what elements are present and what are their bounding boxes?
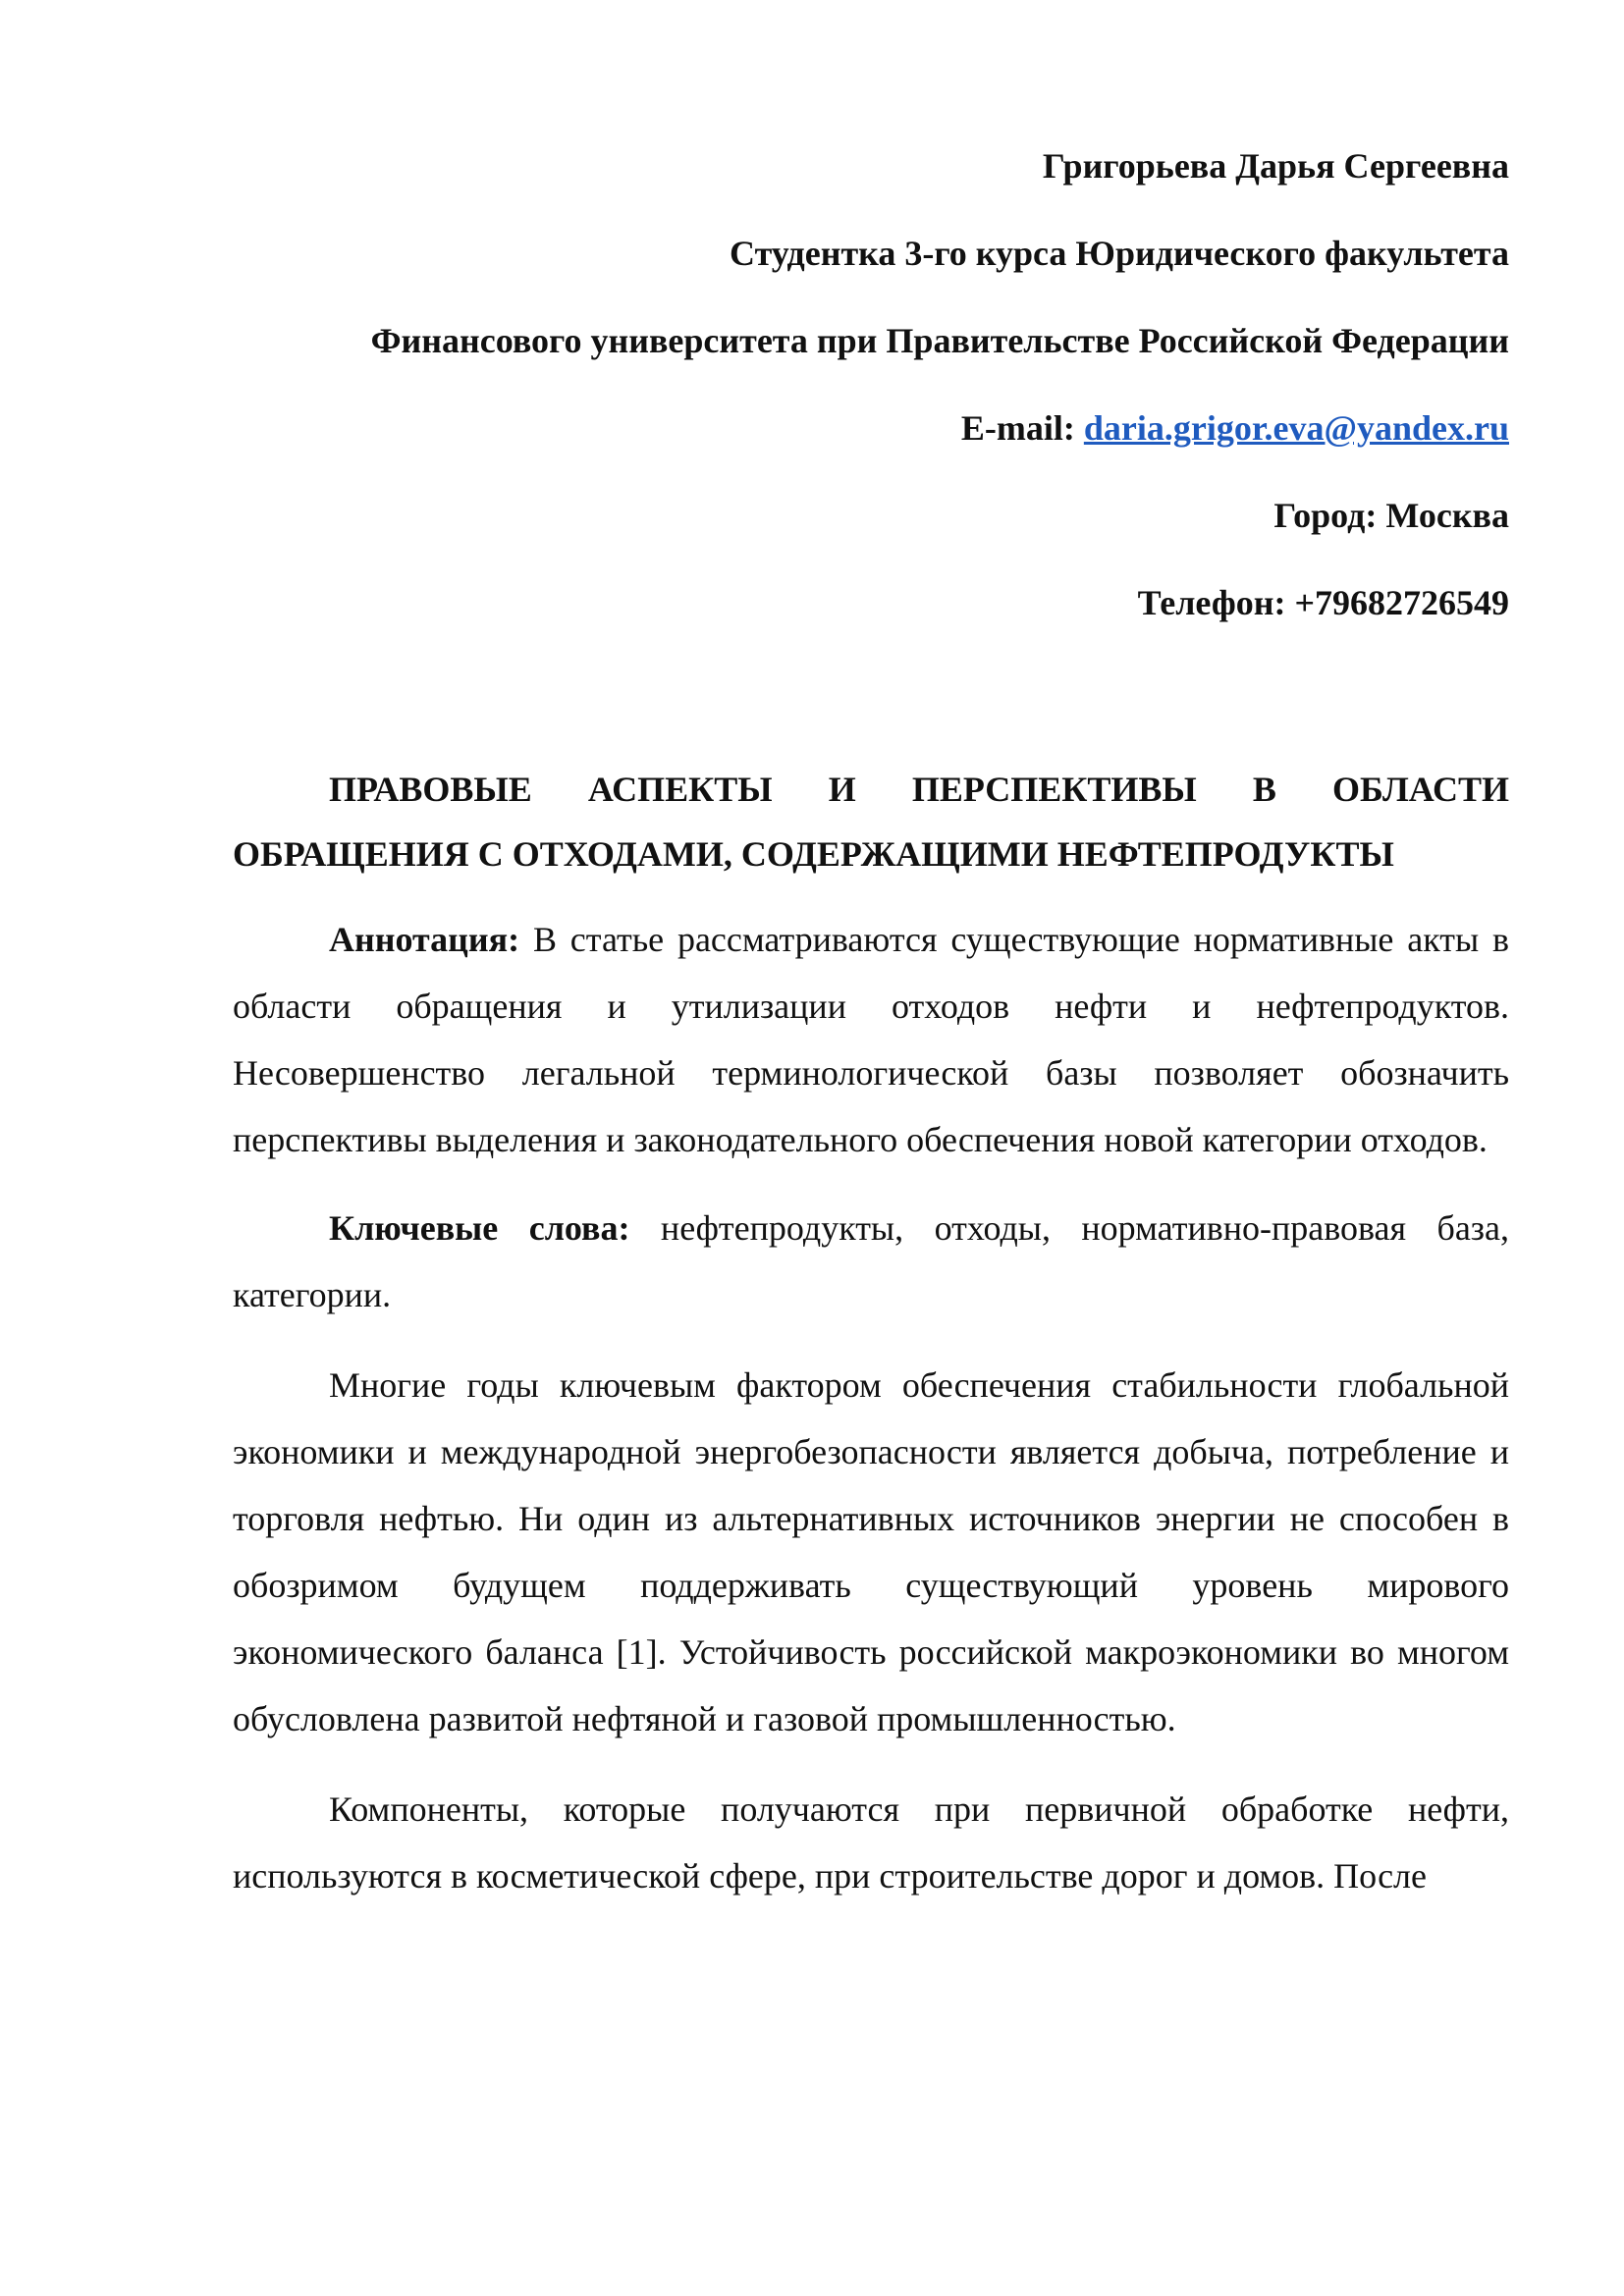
body-paragraph-2: Компоненты, которые получаются при первичной обработке нефти, используются в косметической сфере, при строительстве дорог и домов. После: [233, 1789, 1509, 1896]
email-link[interactable]: daria.grigor.eva@yandex.ru: [1083, 408, 1509, 448]
author-email-line: [233, 401, 1509, 454]
body-paragraph-1: Многие годы ключевым фактором обеспечения стабильности глобальной экономики и международной энергобезопасности является добыча, потребление и торговля нефтью. Ни один из альтернативных источников энергии не способен в обозримом будущем поддерживать существующий уровень мирового экономического баланса [1]. Устойчивость российской макроэкономики во многом обусловлена развитой нефтяной и газовой промышленностью.: [233, 1365, 1509, 1738]
author-university: Финансового университета при Правительстве Российской Федерации: [370, 321, 1509, 360]
title-line-1: ПРАВОВЫЕ АСПЕКТЫ И ПЕРСПЕКТИВЫ В ОБЛАСТИ: [329, 770, 1509, 809]
author-name: Григорьева Дарья Сергеевна: [1042, 146, 1509, 186]
keywords-text: нефтепродукты, отходы, нормативно-правовая база, категории.: [233, 1208, 1509, 1314]
abstract-paragraph: [233, 906, 1509, 1173]
document-page: [233, 139, 1509, 1909]
abstract-label: Аннотация:: [329, 920, 520, 959]
email-label: E-mail:: [960, 408, 1075, 448]
author-phone: Телефон: +79682726549: [1137, 583, 1509, 622]
title-line-2: ОБРАЩЕНИЯ С ОТХОДАМИ, СОДЕРЖАЩИМИ НЕФТЕПРОДУКТЫ: [233, 834, 1394, 874]
keywords-label: Ключевые слова:: [329, 1208, 630, 1248]
author-position: Студентка 3-го курса Юридического факультета: [730, 234, 1509, 273]
author-block: [233, 139, 1509, 629]
keywords-paragraph: [233, 1195, 1509, 1328]
abstract-text: В статье рассматриваются существующие нормативные акты в области обращения и утилизации отходов нефти и нефтепродуктов. Несовершенство легальной терминологической базы позволяет обозначить перспективы выделения и законодательного обеспечения новой категории отходов.: [233, 920, 1509, 1159]
author-city: Город: Москва: [1273, 496, 1509, 535]
article-title: [233, 757, 1509, 886]
